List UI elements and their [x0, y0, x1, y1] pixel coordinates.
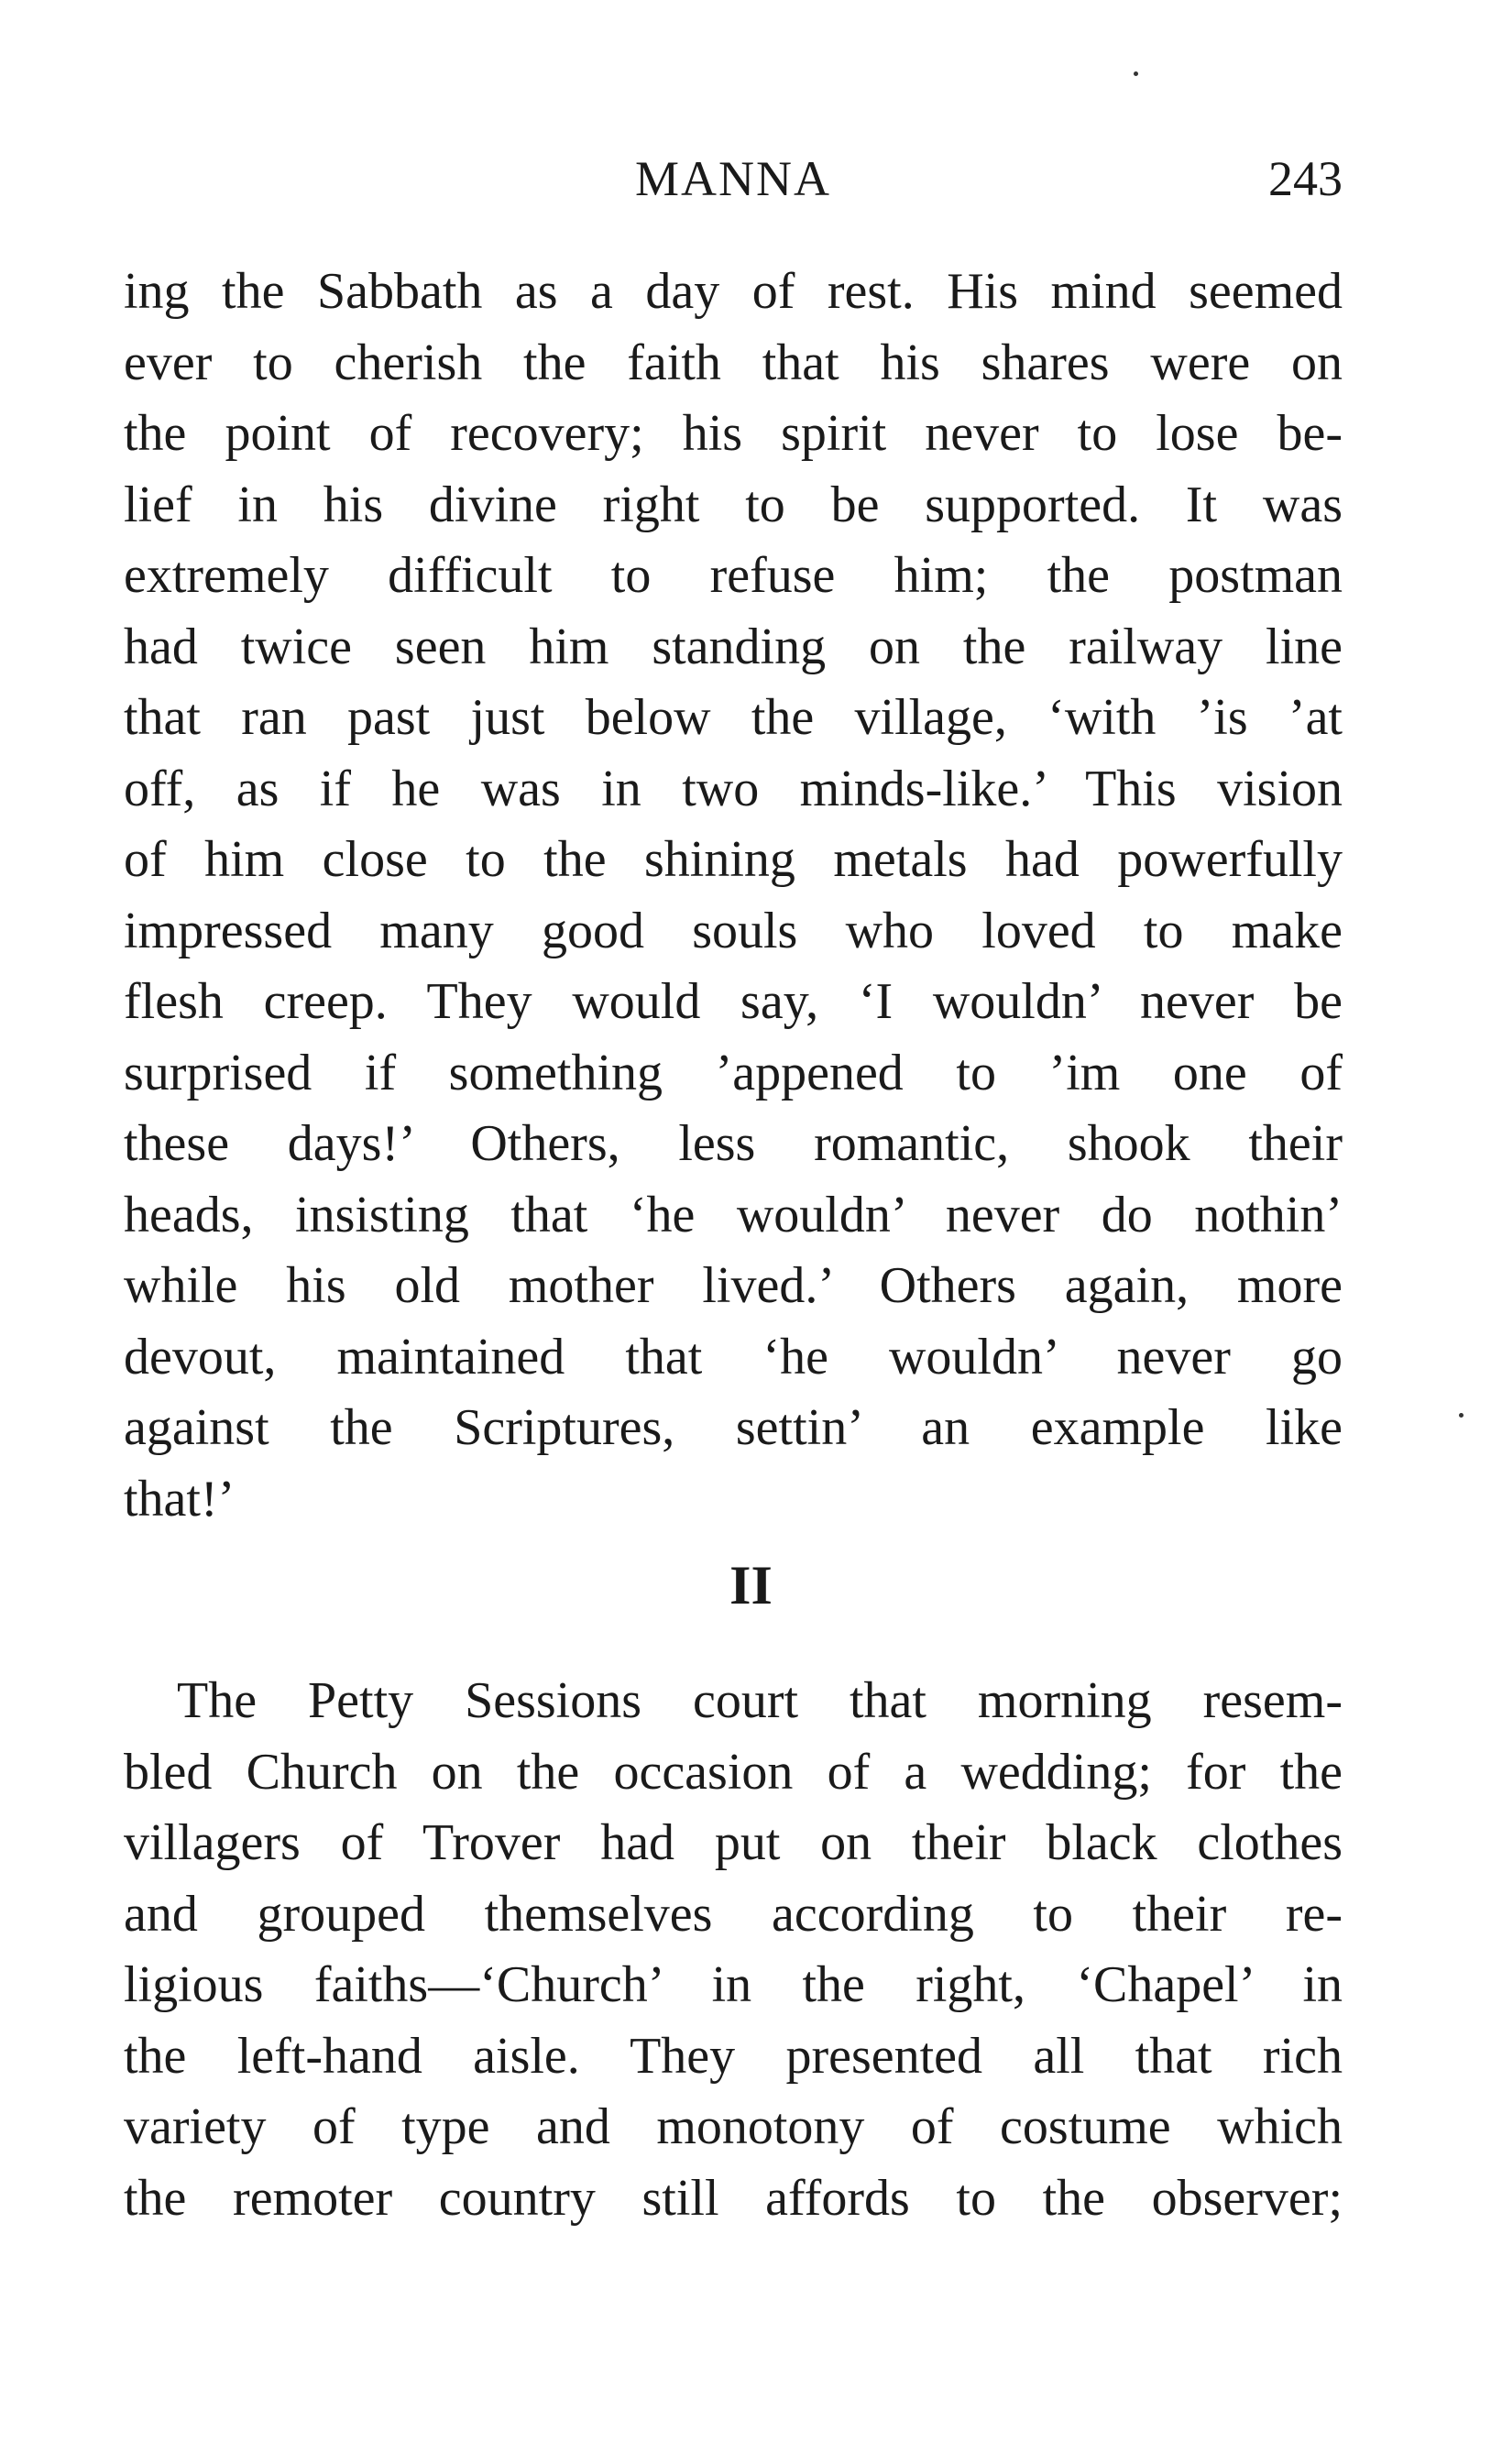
text-line: villagers of Trover had put on their black clothes: [124, 1814, 1343, 1871]
text-line: lief in his divine right to be supported. It was: [124, 476, 1343, 533]
paragraph-section-two: [124, 1666, 1343, 2234]
text-line: the point of recovery; his spirit never to lose be-: [124, 405, 1343, 462]
running-head: [124, 147, 1343, 211]
text-line: of him close to the shining metals had powerfully: [124, 831, 1343, 888]
text-line: and grouped themselves according to their re-: [124, 1885, 1343, 1943]
section-heading: II: [729, 1555, 773, 1615]
text-line: had twice seen him standing on the railway line: [124, 618, 1343, 675]
text-line: The Petty Sessions court that morning resem-: [177, 1672, 1343, 1729]
text-line: against the Scriptures, settin’ an example like: [124, 1399, 1343, 1456]
text-line: off, as if he was in two minds-like.’ This vision: [124, 760, 1343, 817]
text-line: that!’: [124, 1470, 236, 1528]
text-line: the left-hand aisle. They presented all that rich: [124, 2027, 1343, 2085]
text-line: that ran past just below the village, ‘with ’is ’at: [124, 689, 1343, 746]
text-line: variety of type and monotony of costume which: [124, 2098, 1343, 2155]
text-line: ligious faiths—‘Church’ in the right, ‘Chapel’ in: [124, 1956, 1343, 2013]
text-line: extremely difficult to refuse him; the postman: [124, 547, 1343, 604]
text-line: while his old mother lived.’ Others again, more: [124, 1257, 1343, 1314]
scan-speck: [1134, 71, 1138, 76]
text-line: heads, insisting that ‘he wouldn’ never do nothin’: [124, 1186, 1343, 1243]
text-line: these days!’ Others, less romantic, shook their: [124, 1115, 1343, 1172]
scan-speck: [1459, 1413, 1464, 1418]
text-line: bled Church on the occasion of a wedding; for the: [124, 1743, 1343, 1801]
text-line: surprised if something ’appened to ’im one of: [124, 1044, 1343, 1101]
running-title: MANNA: [634, 151, 831, 206]
paragraph-continued: [124, 257, 1343, 1535]
text-line: flesh creep. They would say, ‘I wouldn’ never be: [124, 973, 1343, 1030]
text-line: the remoter country still affords to the observer;: [124, 2169, 1343, 2227]
text-line: ing the Sabbath as a day of rest. His mind seemed: [124, 263, 1343, 320]
text-line: ever to cherish the faith that his shares were on: [124, 334, 1343, 391]
page-number: 243: [1268, 151, 1343, 206]
text-line: devout, maintained that ‘he wouldn’ never go: [124, 1328, 1343, 1385]
text-line: impressed many good souls who loved to make: [124, 902, 1343, 959]
